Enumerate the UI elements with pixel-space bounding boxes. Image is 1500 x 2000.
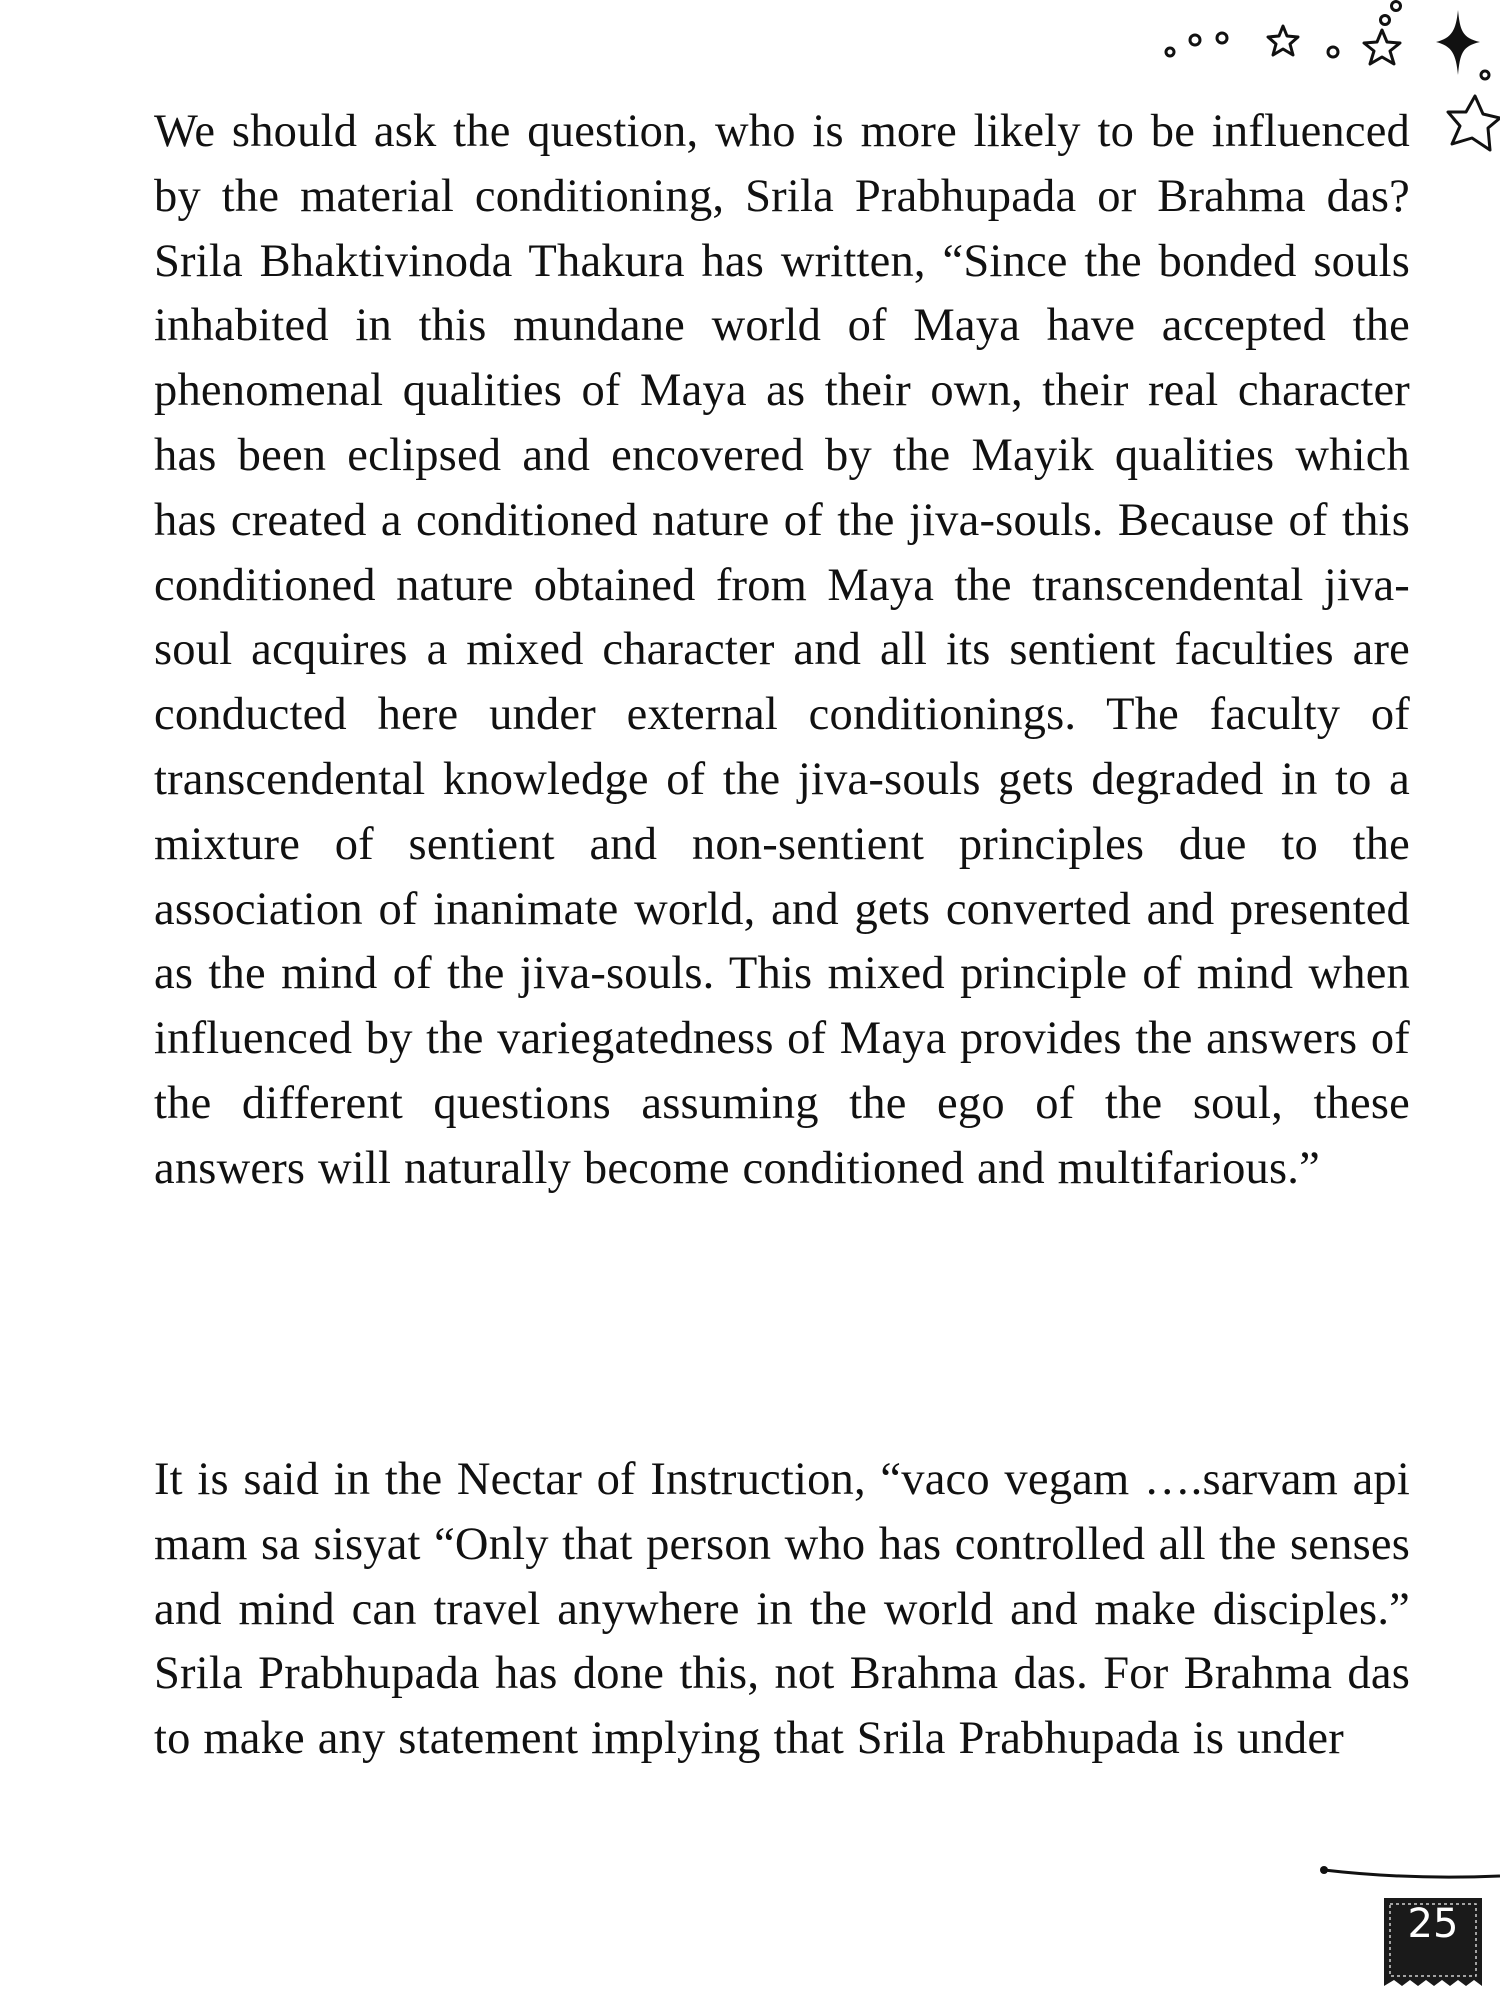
circle-icon: [1392, 2, 1401, 11]
circle-icon: [1481, 71, 1489, 79]
circle-icon: [1217, 33, 1227, 43]
page-number: 25: [1407, 1901, 1459, 1947]
body-paragraph-2: It is said in the Nectar of Instruction, “vaco vegam ….sarvam api mam sa sisyat “Only that person who has controlled all the senses and mind can travel anywhere in the world and make disciples.” Srila Prabhupada has done this, not Brahma das. For Brahma das to make any statement implying that Srila Prabhupada is under: [154, 1454, 1410, 1765]
circle-icon: [1166, 48, 1174, 56]
circle-icon: [1328, 47, 1338, 57]
circle-icon: [1381, 16, 1390, 25]
star-icon: [1448, 96, 1500, 150]
star-icon: [1268, 26, 1298, 55]
body-paragraph-1: We should ask the question, who is more likely to be influenced by the material conditioning, Srila Prabhupada or Brahma das? Srila Bhaktivinoda Thakura has written, “Since the bonded souls inhabited in this mundane world of Maya have accepted the phenomenal qualities of Maya as their own, their real character has been eclipsed and encovered by the Mayik qualities which has created a conditioned nature of the jiva-souls. Because of this conditioned nature obtained from Maya the transcendental jiva-soul acquires a mixed character and all its sentient faculties are conducted here under external conditionings. The faculty of transcendental knowledge of the jiva-souls gets degraded in to a mixture of sentient and non-sentient principles due to the association of inanimate world, and gets converted and presented as the mind of the jiva-souls. This mixed principle of mind when influenced by the variegatedness of Maya provides the answers of the different questions assuming the ego of the soul, these answers will naturally become conditioned and multifarious.”: [154, 106, 1410, 1194]
sparkle-icon: [1436, 10, 1480, 75]
circle-icon: [1190, 35, 1200, 45]
star-icon: [1364, 30, 1400, 64]
